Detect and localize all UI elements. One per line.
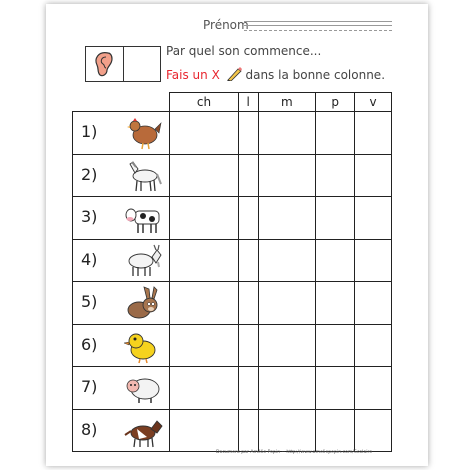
column-header: m [258, 93, 316, 112]
answer-cell[interactable] [316, 112, 355, 155]
row-number: 3) [81, 207, 98, 226]
table-row [73, 239, 392, 282]
answer-cell[interactable] [355, 197, 392, 240]
chicken-icon [123, 115, 163, 151]
dog-icon [123, 413, 163, 449]
answer-cell[interactable] [238, 112, 258, 155]
row-number: 6) [81, 334, 98, 354]
goat-icon [123, 243, 163, 279]
row-label-cell [73, 239, 170, 282]
row-label-cell [73, 112, 170, 155]
answer-cell[interactable] [258, 239, 316, 282]
table-row [73, 154, 392, 197]
answer-cell[interactable] [355, 367, 392, 410]
table-row [73, 112, 392, 155]
name-label: Prénom [203, 18, 249, 32]
answer-cell[interactable] [170, 367, 239, 410]
ear-icon [86, 47, 122, 80]
column-header: v [355, 93, 392, 112]
row-label-cell [73, 324, 170, 367]
column-header: p [316, 93, 355, 112]
row-label-cell [73, 197, 170, 240]
answer-cell[interactable] [238, 197, 258, 240]
table-row [73, 409, 392, 452]
pencil-icon [224, 67, 242, 81]
answer-cell[interactable] [170, 409, 239, 452]
table-row [73, 367, 392, 410]
answer-cell[interactable] [355, 112, 392, 155]
row-label-cell [73, 154, 170, 197]
answer-cell[interactable] [316, 239, 355, 282]
name-line [244, 30, 392, 31]
answer-cell[interactable] [170, 154, 239, 197]
row-number: 1) [81, 122, 98, 141]
row-number: 7) [81, 377, 98, 396]
answer-cell[interactable] [258, 409, 316, 452]
row-number: 2) [81, 164, 98, 184]
name-line [244, 25, 392, 26]
answer-cell[interactable] [355, 409, 392, 452]
answer-cell[interactable] [258, 282, 316, 325]
answer-cell[interactable] [316, 154, 355, 197]
rabbit-icon [123, 285, 163, 321]
answer-cell[interactable] [170, 112, 239, 155]
instruction-rest-text: dans la bonne colonne. [245, 68, 386, 82]
answer-cell[interactable] [355, 154, 392, 197]
table-row [73, 197, 392, 240]
answer-cell[interactable] [316, 197, 355, 240]
column-header: l [238, 93, 258, 112]
row-label-cell [73, 409, 170, 452]
name-line [244, 21, 392, 22]
sound-box [85, 46, 161, 82]
answer-cell[interactable] [238, 367, 258, 410]
answer-cell[interactable] [238, 324, 258, 367]
answer-cell[interactable] [355, 239, 392, 282]
table-row [73, 324, 392, 367]
answer-cell[interactable] [258, 197, 316, 240]
corner-cell [73, 93, 170, 112]
answer-cell[interactable] [316, 324, 355, 367]
answer-cell[interactable] [170, 239, 239, 282]
answer-cell[interactable] [316, 367, 355, 410]
answer-table [72, 92, 392, 452]
sheep-icon [123, 370, 163, 406]
row-label-cell [73, 282, 170, 325]
row-number: 4) [81, 249, 98, 269]
ear-cell [86, 47, 124, 81]
column-header: ch [170, 93, 239, 112]
footer-credit: Document par Amélie Pepin -- http://www.ameliepepin.com/Scolaire [216, 450, 373, 455]
question-text: Par quel son commence... [166, 44, 322, 58]
answer-cell[interactable] [170, 282, 239, 325]
horse-icon [123, 158, 163, 194]
answer-cell[interactable] [316, 409, 355, 452]
row-number: 8) [81, 419, 98, 439]
answer-cell[interactable] [355, 324, 392, 367]
header-row [73, 93, 392, 112]
row-label-cell [73, 367, 170, 410]
answer-cell[interactable] [316, 282, 355, 325]
instruction-red-text: Fais un X [166, 68, 220, 82]
cow-icon [123, 200, 163, 236]
answer-cell[interactable] [355, 282, 392, 325]
worksheet-page [46, 4, 428, 466]
chick-icon [123, 328, 163, 364]
row-number: 5) [81, 292, 98, 311]
answer-cell[interactable] [170, 197, 239, 240]
answer-cell[interactable] [258, 112, 316, 155]
answer-cell[interactable] [238, 239, 258, 282]
answer-cell[interactable] [238, 409, 258, 452]
answer-cell[interactable] [238, 154, 258, 197]
answer-cell[interactable] [258, 324, 316, 367]
table-row [73, 282, 392, 325]
instruction-text [166, 67, 385, 82]
answer-cell[interactable] [258, 154, 316, 197]
answer-cell[interactable] [238, 282, 258, 325]
answer-cell[interactable] [170, 324, 239, 367]
answer-cell[interactable] [258, 367, 316, 410]
